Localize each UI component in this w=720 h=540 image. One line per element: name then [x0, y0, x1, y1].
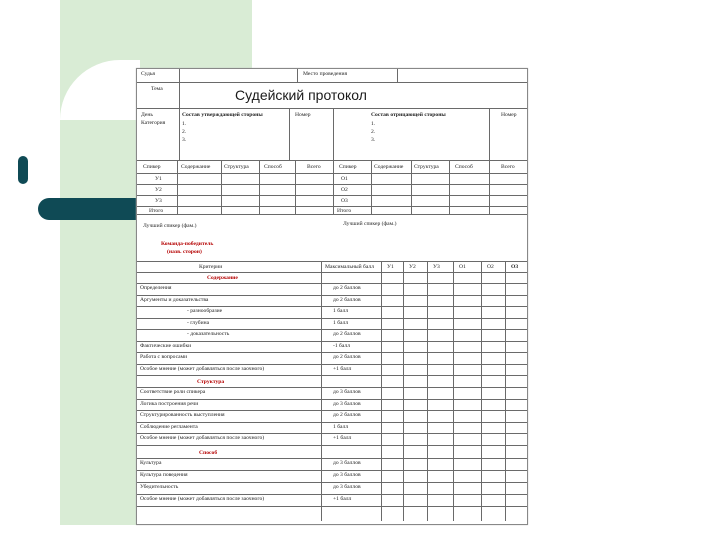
crit-col-o3: О3	[511, 264, 519, 270]
content-row-label: Фактические ошибки	[140, 342, 192, 349]
content-row-divider	[137, 295, 527, 296]
crit-col-max: Максимальный балл	[325, 264, 374, 270]
neg-num-1: 1.	[371, 121, 376, 127]
col-structure-left: Структура	[224, 164, 249, 170]
affirm-num-1: 1.	[182, 121, 187, 127]
content-row-score: до 2 баллов	[333, 354, 361, 360]
content-row-label: Работа с вопросами	[140, 354, 188, 360]
content-row-score: до 2 баллов	[333, 296, 361, 303]
crit-col-u1: У1	[387, 264, 394, 270]
manner-row-divider	[137, 470, 527, 471]
speaker-aff-3: У3	[155, 198, 162, 204]
manner-row-divider	[137, 482, 527, 483]
winner-sub: (назв. сторон)	[167, 249, 202, 255]
structure-row-divider	[137, 445, 527, 446]
speaker-neg-2: О2	[341, 187, 348, 193]
col-total-right: Всего	[501, 164, 515, 170]
content-row-label: Аргументы и доказательства	[140, 296, 209, 303]
content-row-label: - глубина	[187, 319, 210, 326]
content-row-divider	[137, 318, 527, 319]
manner-row-label: Культура поведения	[140, 472, 188, 478]
structure-row-label: Логика построения речи	[140, 400, 199, 407]
neg-team-label: Состав отрицающей стороны	[371, 112, 446, 118]
structure-row-score: до 3 баллов	[333, 400, 361, 407]
speaker-aff-2: У2	[155, 187, 162, 193]
round-left-label: Номер	[295, 112, 311, 118]
crit-col-o2: О2	[487, 264, 494, 270]
total-right: Итого	[337, 208, 352, 214]
content-row-divider	[137, 375, 527, 376]
affirm-num-2: 2.	[182, 129, 187, 135]
col-manner-left: Способ	[264, 164, 282, 170]
manner-row-score: до 3 баллов	[333, 460, 361, 466]
judge-label: Судья	[141, 71, 156, 77]
col-manner-right: Способ	[455, 164, 473, 170]
affirm-team-label: Состав утверждающей стороны	[182, 112, 263, 118]
content-row-label: - разнообразие	[187, 308, 223, 314]
content-row-label: - доказательность	[187, 331, 230, 337]
col-total-left: Всего	[307, 164, 321, 170]
col-speaker-left: Спикер	[143, 164, 161, 170]
content-row-divider	[137, 364, 527, 365]
col-content-left: Содержание	[181, 164, 211, 170]
crit-col-u3: У3	[433, 264, 440, 270]
structure-row-divider	[137, 433, 527, 434]
structure-row-label: Соответствие роли спикера	[140, 389, 206, 395]
content-row-divider	[137, 341, 527, 342]
content-row-score: до 2 баллов	[333, 331, 361, 337]
structure-row-label: Особое мнение (может добавляться после заочного)	[140, 435, 265, 441]
manner-row-divider	[137, 506, 527, 507]
structure-row-divider	[137, 422, 527, 423]
structure-row-score: до 2 баллов	[333, 412, 361, 418]
manner-row-label: Особое мнение (может добавляться после заочного)	[140, 496, 265, 502]
content-row-score: 1 балл	[333, 319, 349, 326]
manner-row-label: Культура	[140, 460, 162, 466]
content-row-score: 1 балл	[333, 308, 349, 314]
crit-col-criteria: Критерии	[199, 264, 223, 270]
page-title: Судейский протокол	[235, 87, 367, 103]
content-row-divider	[137, 329, 527, 330]
col-content-right: Содержание	[374, 164, 404, 170]
winner-label: Команда-победитель	[161, 241, 214, 247]
best-speaker-right: Лучший спикер (фам.)	[343, 221, 397, 227]
content-row-score: -1 балл	[333, 342, 351, 349]
neg-num-3: 3.	[371, 137, 376, 143]
best-speaker-left: Лучший спикер (фам.)	[143, 223, 197, 229]
structure-row-divider	[137, 399, 527, 400]
manner-row-score: до 3 баллов	[333, 484, 361, 490]
neg-num-2: 2.	[371, 129, 376, 135]
structure-row-score: +1 балл	[333, 435, 352, 441]
content-row-score: +1 балл	[333, 365, 352, 372]
content-row-divider	[137, 352, 527, 353]
section-manner: Способ	[199, 450, 218, 456]
affirm-num-3: 3.	[182, 137, 187, 143]
col-speaker-right: Спикер	[339, 164, 357, 170]
structure-row-score: 1 балл	[333, 423, 349, 430]
protocol-document	[136, 68, 528, 525]
structure-row-divider	[137, 410, 527, 411]
manner-row-divider	[137, 494, 527, 495]
crit-col-o1: О1	[459, 264, 466, 270]
manner-row-label: Убедительность	[140, 484, 179, 490]
crit-col-u2: У2	[409, 264, 416, 270]
section-content: Содержание	[207, 275, 238, 281]
speaker-neg-1: О1	[341, 176, 348, 182]
manner-row-score: до 3 баллов	[333, 472, 361, 478]
structure-row-label: Соблюдение регламента	[140, 423, 198, 430]
col-structure-right: Структура	[414, 164, 439, 170]
content-row-score: до 2 баллов	[333, 285, 361, 291]
structure-row-label: Структурированность выступления	[140, 412, 225, 418]
structure-row-score: до 3 баллов	[333, 389, 361, 395]
round-right-label: Номер	[501, 112, 517, 118]
speaker-neg-3: О3	[341, 198, 348, 204]
slide-margin	[0, 0, 60, 525]
day-label: День	[141, 112, 153, 118]
section-structure: Структура	[197, 379, 225, 385]
content-row-label: Определения	[140, 285, 172, 291]
place-label: Место проведения	[303, 71, 348, 77]
speaker-aff-1: У1	[155, 176, 162, 182]
total-left: Итого	[149, 208, 164, 214]
topic-label: Тема	[151, 86, 163, 92]
manner-row-score: +1 балл	[333, 496, 352, 502]
slide-accent-cap	[18, 156, 28, 184]
category-label: Категория	[141, 120, 166, 126]
content-row-label: Особое мнение (может добавляться после заочного)	[140, 365, 265, 372]
content-row-divider	[137, 306, 527, 307]
